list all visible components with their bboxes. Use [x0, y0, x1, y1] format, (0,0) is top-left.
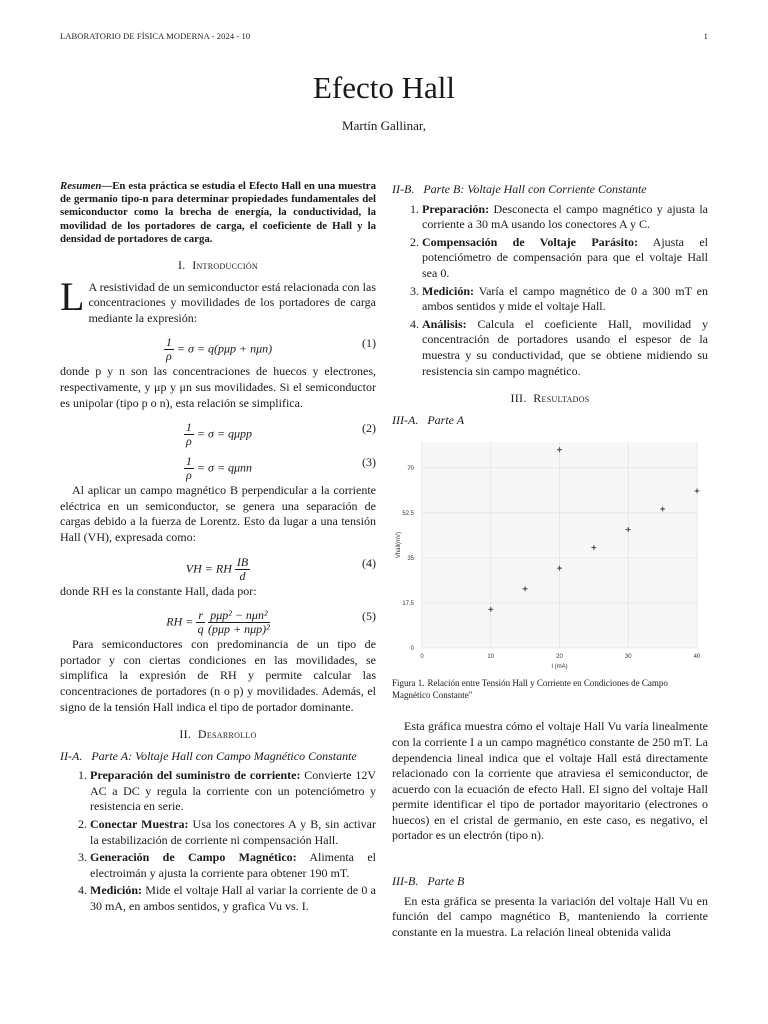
abstract-text: —En esta práctica se estudia el Efecto Hall en una muestra de germanio tipo-n para determinar propiedades fundamentales del semiconductor como la brecha de energía, la conductividad, la movilidad de los portadores de carga, el coeficiente de Hall y la densidad de portadores de carga.: [60, 180, 376, 245]
page-number: 1: [703, 31, 708, 41]
section-number: I.: [177, 258, 186, 273]
eq1-number: (1): [362, 336, 376, 351]
left-column: [60, 180, 376, 917]
section-heading-resultados: [392, 391, 708, 407]
abstract: [60, 180, 376, 246]
section-title: Resultados: [533, 391, 590, 406]
eq2-number: (2): [362, 421, 376, 436]
eq4-lhs: VH = RH: [185, 560, 232, 575]
chart-xtick-label: 40: [693, 654, 701, 661]
intro-paragraph-3: Al aplicar un campo magnético B perpendicular a la corriente eléctrica en un semiconductor, se genera una separación de cargas debido a la fuerza de Lorentz. Esto da lugar a una tensión Hall (VH), expresada como:: [60, 483, 376, 544]
list-item: 3. Medición: Varía el campo magnético de 0 a 300 mT en ambos sentidos y mide el voltaje Hall.: [422, 284, 708, 315]
partA-steps-list: [60, 768, 376, 914]
chart-ytick-label: 52.5: [402, 511, 414, 518]
intro-paragraph-2: donde p y n son las concentraciones de huecos y electrones, respectivamente, y μp y μn sus movilidades. Si el semiconductor es unipolar (tipo p o n), esta relación se simplifica.: [60, 364, 376, 410]
section-title: Introducción: [192, 258, 259, 273]
intro-paragraph-1: [60, 273, 376, 327]
list-item: 2. Conectar Muestra: Usa los conectores A y B, sin activar la estabilización de corriente ni compensación Hall.: [90, 817, 376, 848]
paper-title: Efecto Hall: [312, 70, 455, 105]
chart-xlabel: I (mA): [551, 664, 568, 671]
equation-3: $\frac{1}{\rho}$ = σ = qμnn (3): [185, 454, 376, 483]
subsection-heading-IIIA: III-A. Parte A: [392, 412, 465, 427]
section-heading-intro: [60, 258, 376, 274]
chart-xtick-label: 0: [420, 654, 424, 661]
equation-4: VH = RH $\frac{IB}{d}$ (4): [185, 554, 376, 583]
resultados-partA-paragraph: Esta gráfica muestra cómo el voltaje Hall Vu varía linealmente con la corriente I a un campo magnético constante de 250 mT. La dependencia lineal indica que el voltaje Hall está directamente relacionado con la corriente que atraviesa el semiconductor, de acuerdo con la ecuación de efecto Hall. El signo del voltaje Hall permite identificar el tipo de portador mayoritario (electrones o huecos) en el cristal de germanio, en este caso, es negativo, el portador es un electrón (tipo n).: [392, 719, 708, 843]
eq5-number: (5): [362, 609, 376, 624]
list-item: 1. Preparación: Desconecta el campo magnético y ajusta la corriente a 30 mA usando los conectores A y C.: [422, 202, 708, 233]
eq3-rhs: = σ = qμnn: [196, 460, 253, 475]
right-column: [392, 180, 708, 940]
section-number: II.: [179, 727, 192, 742]
list-item: 1. Preparación del suministro de corriente: Convierte 12V AC a DC y regula la corriente con un potenciómetro y resistencia en serie.: [90, 768, 376, 815]
section-title: Desarrollo: [197, 727, 257, 742]
intro-paragraph-5: Para semiconductores con predominancia de un tipo de portador y con ciertas condiciones en las movilidades, se simplifica la expresión de RH y permite calcular las concentraciones de portadores (n o p) y movilidades. Además, el signo de la tensión Hall indica el tipo de portador dominante.: [60, 637, 376, 714]
subsection-heading-IIB: II-B. Parte B: Voltaje Hall con Corriente Constante: [392, 182, 647, 196]
running-title: LABORATORIO DE FÍSICA MODERNA - 2024 - 10: [60, 31, 251, 41]
eq1-rhs: = σ = q(pμp + nμn): [176, 341, 273, 356]
frac-one-over-rho: $\frac{1}{\rho}$: [165, 335, 172, 364]
intro-p1-text: A resistividad de un semiconductor está relacionada con las concentraciones y movilidades de los portadores de carga mediante la expresión:: [88, 279, 376, 325]
resultados-partB-paragraph: En esta gráfica se presenta la variación del voltaje Hall Vu en función del campo magnético B, manteniendo la corriente constante en la muestra. La relación lineal obtenida valida: [392, 893, 708, 939]
chart-ytick-label: 0: [410, 646, 414, 653]
chart-ytick-label: 17.5: [402, 601, 414, 608]
chart-ytick-label: 70: [407, 466, 414, 473]
drop-cap: L: [60, 273, 85, 319]
list-item: 4. Medición: Mide el voltaje Hall al variar la corriente de 0 a 30 mA, en ambos sentidos, y grafica Vu vs. I.: [90, 883, 376, 914]
list-item: 3. Generación de Campo Magnético: Alimenta el electroimán y ajusta la corriente para obtener 190 mT.: [90, 850, 376, 881]
chart-ytick-label: 35: [407, 556, 414, 563]
chart-ylabel: Vhall(mV): [396, 532, 402, 559]
abstract-lead: Resumen: [60, 180, 102, 192]
chart-xtick-label: 30: [624, 654, 632, 661]
section-heading-desarrollo: [60, 727, 376, 743]
hall-voltage-chart: [392, 436, 708, 676]
eq4-number: (4): [362, 555, 376, 570]
equation-1: [60, 330, 376, 364]
figure-caption: Figura 1. Relación entre Tensión Hall y Corriente en Condiciones de Campo Magnético Constante": [392, 678, 668, 700]
intro-paragraph-4: donde RH es la constante Hall, dada por:: [60, 583, 257, 598]
figure-1: [392, 436, 708, 676]
eq5-lhs: RH =: [166, 614, 194, 629]
subsection-heading-IIA: II-A. Parte A: Voltaje Hall con Campo Magnético Constante: [60, 748, 357, 763]
eq2-rhs: = σ = qμpp: [196, 426, 253, 441]
list-item: 4. Análisis: Calcula el coeficiente Hall, movilidad y concentración de portadores usando el espesor de la muestra y su conductividad, que se obtiene midiendo su resistencia sin campo magnético.: [422, 317, 708, 379]
equation-2: $\frac{1}{\rho}$ = σ = qμpp (2): [185, 420, 376, 449]
equation-5: RH = $\frac{r}{q}$ $\frac{\text{pμp² − nμn²}}{\text{(pμp + nμp)²}}$ (5): [166, 608, 376, 637]
section-number: III.: [510, 391, 527, 406]
chart-xtick-label: 10: [487, 654, 495, 661]
list-item: 2. Compensación de Voltaje Parásito: Ajusta el potenciómetro de compensación para que el voltaje Hall sea 0.: [422, 235, 708, 282]
paper-author: Martín Gallinar,: [342, 118, 426, 133]
chart-xtick-label: 20: [556, 654, 563, 661]
subsection-heading-IIIB: III-B. Parte B: [392, 874, 465, 889]
partB-steps-list: [392, 202, 708, 380]
running-header: [60, 31, 708, 41]
eq3-number: (3): [362, 455, 376, 470]
